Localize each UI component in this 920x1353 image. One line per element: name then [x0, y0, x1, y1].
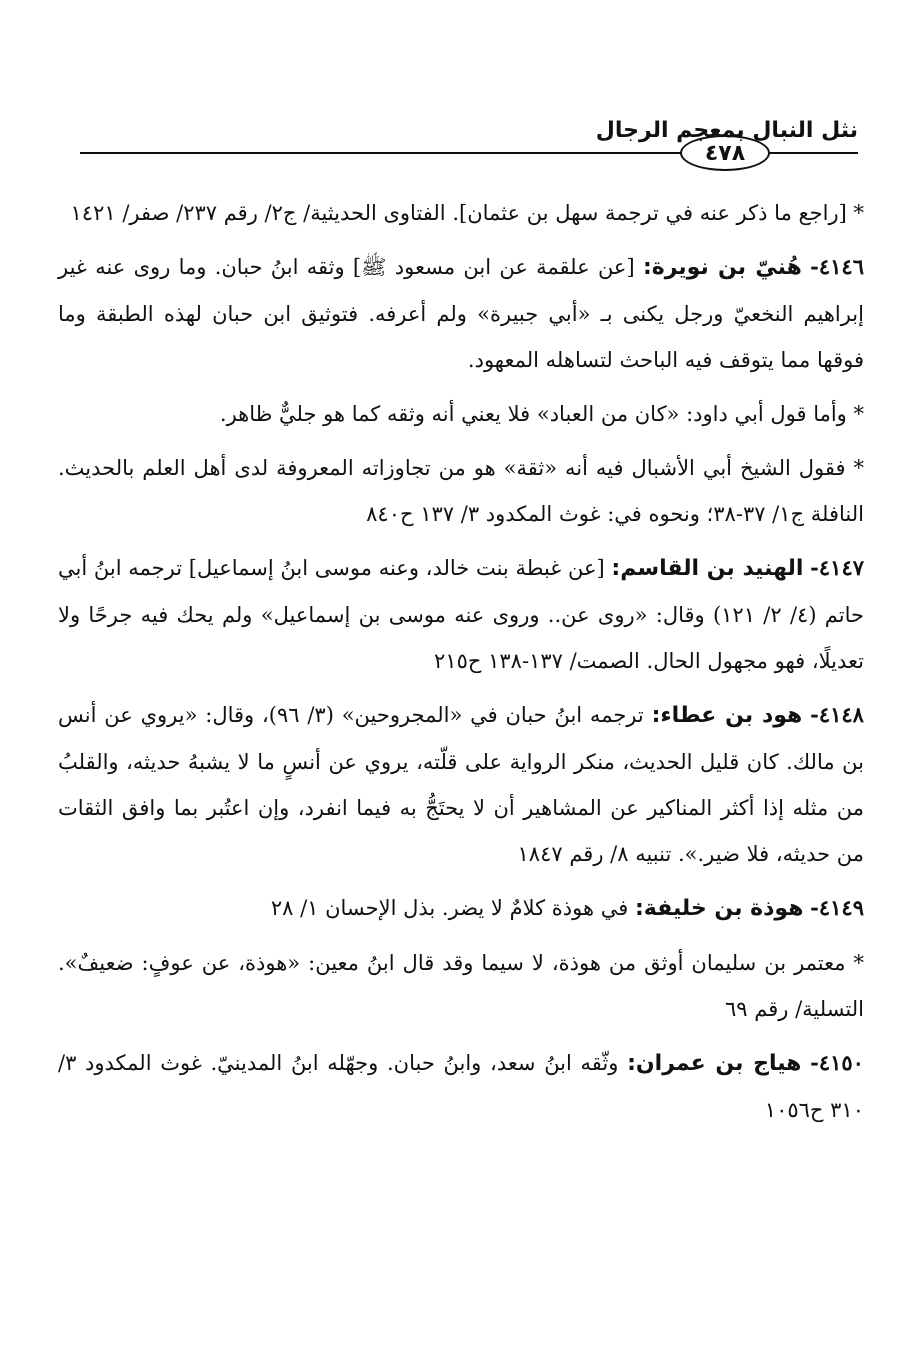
entry-4147	[58, 545, 864, 684]
entry-name: هوذة بن خليفة:	[634, 896, 804, 921]
page-header	[80, 118, 858, 178]
paragraph-text: * معتمر بن سليمان أوثق من هوذة، لا سيما وقد قال ابنُ معين: «هوذة، عن عوفٍ: ضعيفٌ». التسلية/ رقم ٦٩	[58, 951, 864, 1021]
paragraph-text: * [راجع ما ذكر عنه في ترجمة سهل بن عثمان]. الفتاوى الحديثية/ ج٢/ رقم ٢٣٧/ صفر/ ١٤٢١	[70, 201, 864, 225]
paragraph-text: * فقول الشيخ أبي الأشبال فيه أنه «ثقة» هو من تجاوزاته المعروفة لدى أهل العلم بالحديث. النافلة ج١/ ٣٧-٣٨؛ ونحوه في: غوث المكدود ٣/ ١٣٧ ح٨٤٠	[58, 456, 864, 526]
page-content	[58, 190, 864, 1141]
page-number: ٤٧٨	[680, 135, 770, 171]
entry-4148	[58, 692, 864, 877]
entry-number: ٤١٤٩-	[810, 895, 864, 920]
entry-text: وثّقه ابنُ سعد، وابنُ حبان. وجهّله ابنُ المدينيّ. غوث المكدود ٣/ ٣١٠ ح١٠٥٦	[58, 1051, 864, 1122]
entry-number: ٤١٥٠-	[810, 1050, 864, 1075]
entry-number: ٤١٤٨-	[810, 702, 864, 727]
entry-text: في هوذة كلامٌ لا يضر. بذل الإحسان ١/ ٢٨	[270, 896, 629, 920]
entry-name: هُنيّ بن نويرة:	[642, 255, 802, 280]
entry-name: هياج بن عمران:	[627, 1051, 802, 1076]
paragraph	[58, 940, 864, 1032]
entry-4150	[58, 1040, 864, 1133]
paragraph-text: * وأما قول أبي داود: «كان من العباد» فلا يعني أنه وثقه كما هو جليٌّ ظاهر.	[219, 402, 864, 426]
paragraph	[58, 190, 864, 236]
entry-name: هود بن عطاء:	[651, 703, 803, 728]
entry-text: ترجمه ابنُ حبان في «المجروحين» (٣/ ٩٦)، وقال: «يروي عن أنس بن مالك. كان قليل الحديث، منكر الرواية على قلّته، يروي عن أنسٍ ما لا يشبهُ حديثه، والقلبُ من مثله إذا أكثر المناكير عن المشاهير أن لا يحتَجُّ به فيما انفرد، وإن اعتُبر بما وافق الثقات من حديثه، فلا ضير.». تنبيه ٨/ رقم ١٨٤٧	[58, 703, 864, 866]
entry-number: ٤١٤٦-	[810, 254, 864, 279]
paragraph	[58, 445, 864, 537]
entry-4149	[58, 885, 864, 932]
entry-text: [عن غبطة بنت خالد، وعنه موسى ابنُ إسماعيل] ترجمه ابنُ أبي حاتم (٤/ ٢/ ١٢١) وقال: «روى عن.. وروى عنه موسى بن إسماعيل» ولم يحك فيه جرحًا ولا تعديلًا، فهو مجهول الحال. الصمت/ ١٣٧-١٣٨ ح٢١٥	[58, 556, 864, 673]
book-title: نثل النبال بمعجم الرجال	[595, 118, 858, 143]
paragraph	[58, 391, 864, 437]
entry-text: [عن علقمة عن ابن مسعود ﷺ] وثقه ابنُ حبان. وما روى عنه غير إبراهيم النخعيّ ورجل يكنى بـ «أبي جبيرة» ولم أعرفه. فتوثيق ابن حبان لهذه الطبقة وما فوقها مما يتوقف فيه الباحث لتساهله المعهود.	[58, 255, 864, 372]
entry-4146	[58, 244, 864, 383]
entry-name: الهنيد بن القاسم:	[611, 556, 804, 581]
entry-number: ٤١٤٧-	[810, 555, 865, 580]
